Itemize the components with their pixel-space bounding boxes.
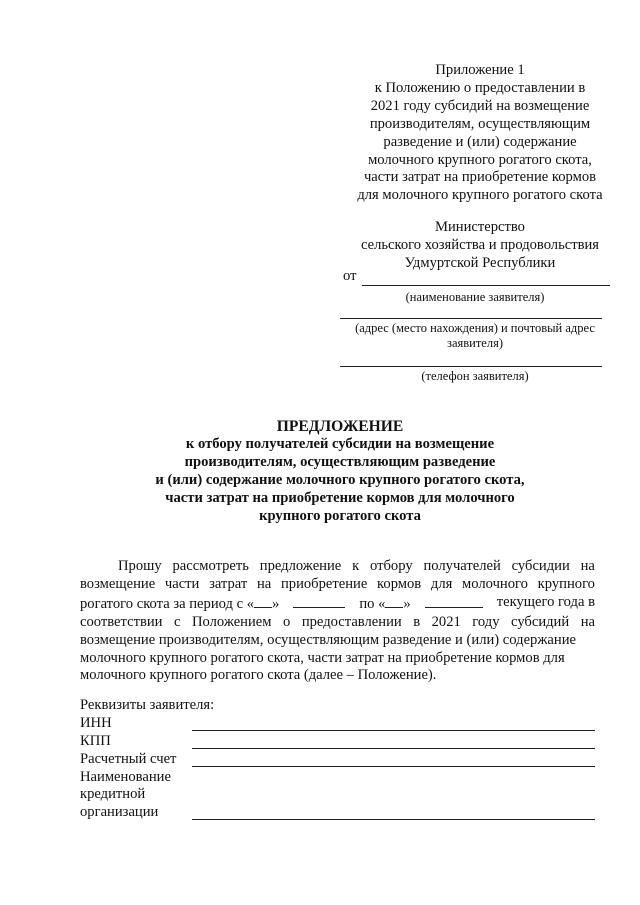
word: части — [164, 575, 200, 592]
period-start-group — [80, 594, 279, 614]
request-paragraph — [80, 558, 595, 685]
bank-row — [80, 769, 595, 823]
from-row — [340, 268, 610, 288]
title-line: к отбору получателей субсидии на возмещение — [185, 435, 495, 452]
title-line: крупного рогатого скота — [259, 507, 421, 524]
paragraph-line-1 — [80, 558, 595, 576]
word: затрат — [209, 575, 248, 592]
bank-field[interactable] — [192, 819, 595, 820]
account-row — [80, 751, 595, 769]
address-caption-line: заявителя) — [447, 336, 503, 350]
word: получателей — [423, 558, 501, 574]
word: Положением — [191, 613, 272, 630]
applicant-address-caption — [340, 321, 610, 351]
word: предоставлении — [301, 613, 402, 630]
word: году — [472, 613, 500, 630]
word: 2021 — [431, 613, 461, 630]
current-year-text: текущего года в — [496, 593, 595, 610]
appendix-line: производителям, осуществляющим — [369, 115, 591, 132]
word: рассмотреть — [172, 558, 249, 574]
appendix-header — [340, 62, 620, 205]
addressee-line: Министерство — [435, 219, 525, 235]
paragraph-line-6: молочного крупного рогатого скота, части затрат на приобретение кормов для — [80, 649, 565, 666]
word: кормов — [377, 575, 422, 592]
word: приобретение — [280, 575, 368, 592]
requisites-heading: Реквизиты заявителя: — [80, 697, 215, 713]
applicant-name-caption: (наименование заявителя) — [405, 290, 545, 304]
word: на — [580, 558, 595, 574]
word: Прошу — [118, 558, 162, 574]
paragraph-line-5: возмещение производителям, осуществляющим разведение и (или) содержание — [80, 631, 577, 648]
title-line: производителям, осуществляющим разведение — [184, 453, 496, 470]
title-heading: ПРЕДЛОЖЕНИЕ — [276, 418, 404, 435]
appendix-line: части затрат на приобретение кормов — [363, 169, 597, 186]
account-label: Расчетный счет — [80, 750, 177, 767]
applicant-phone-field[interactable] — [340, 366, 602, 367]
word: субсидии — [511, 558, 570, 574]
kpp-label: КПП — [80, 732, 111, 749]
word: к — [352, 558, 360, 574]
appendix-line: 2021 году субсидий на возмещение — [370, 97, 590, 114]
start-month-field[interactable] — [293, 594, 345, 608]
word: в — [413, 613, 421, 630]
inn-label: ИНН — [80, 714, 112, 731]
appendix-line: к Положению о предоставлении в — [374, 79, 586, 96]
word: для — [430, 575, 453, 592]
word: отбору — [370, 558, 413, 574]
word: с — [173, 613, 181, 630]
from-label: от — [343, 268, 357, 284]
word: предложение — [259, 558, 342, 574]
addressee-line: сельского хозяйства и продовольствия — [360, 236, 600, 253]
bank-label-line: Наименование — [80, 768, 171, 785]
applicant-phone-caption: (телефон заявителя) — [421, 369, 529, 383]
paragraph-line-3 — [80, 594, 595, 614]
appendix-line: разведение и (или) содержание — [383, 133, 577, 150]
word: на — [256, 575, 272, 592]
end-month-field[interactable] — [425, 594, 483, 608]
quote-close: » — [272, 595, 280, 612]
title-line: части затрат на приобретение кормов для молочного — [165, 489, 515, 506]
addressee-block — [340, 219, 620, 273]
paragraph-line-2 — [80, 576, 595, 594]
applicant-name-field[interactable] — [362, 285, 610, 286]
document-title — [90, 418, 590, 525]
appendix-line: молочного крупного рогатого скота, — [368, 151, 592, 168]
bank-label-line: кредитной — [80, 786, 146, 803]
kpp-row — [80, 733, 595, 751]
word: соответствии — [80, 613, 163, 630]
word: о — [283, 613, 291, 630]
applicant-address-field[interactable] — [340, 318, 602, 319]
word: молочного — [462, 575, 528, 592]
start-day-field[interactable] — [254, 594, 272, 608]
applicant-requisites — [80, 697, 595, 822]
paragraph-line-4 — [80, 614, 595, 632]
period-to-text: по « — [359, 595, 386, 612]
period-end-group — [359, 594, 410, 614]
word: на — [580, 613, 595, 630]
inn-field[interactable] — [192, 730, 595, 731]
address-caption-line: (адрес (место нахождения) и почтовый адрес — [355, 321, 595, 335]
quote-close: » — [403, 595, 411, 612]
appendix-line: Приложение 1 — [435, 62, 525, 78]
word: крупного — [537, 575, 595, 592]
bank-label-line: организации — [80, 804, 159, 821]
appendix-line: для молочного крупного рогатого скота — [357, 187, 603, 204]
addressee-line: Удмуртской Республики — [404, 254, 556, 271]
account-field[interactable] — [192, 766, 595, 767]
inn-row — [80, 715, 595, 733]
kpp-field[interactable] — [192, 748, 595, 749]
end-day-field[interactable] — [385, 594, 403, 608]
period-text: рогатого скота за период с « — [80, 595, 254, 612]
word: субсидий — [511, 613, 570, 630]
word: возмещение — [80, 575, 156, 592]
title-line: и (или) содержание молочного крупного рогатого скота, — [155, 471, 525, 488]
paragraph-line-7: молочного крупного рогатого скота (далее – Положение). — [80, 667, 437, 684]
